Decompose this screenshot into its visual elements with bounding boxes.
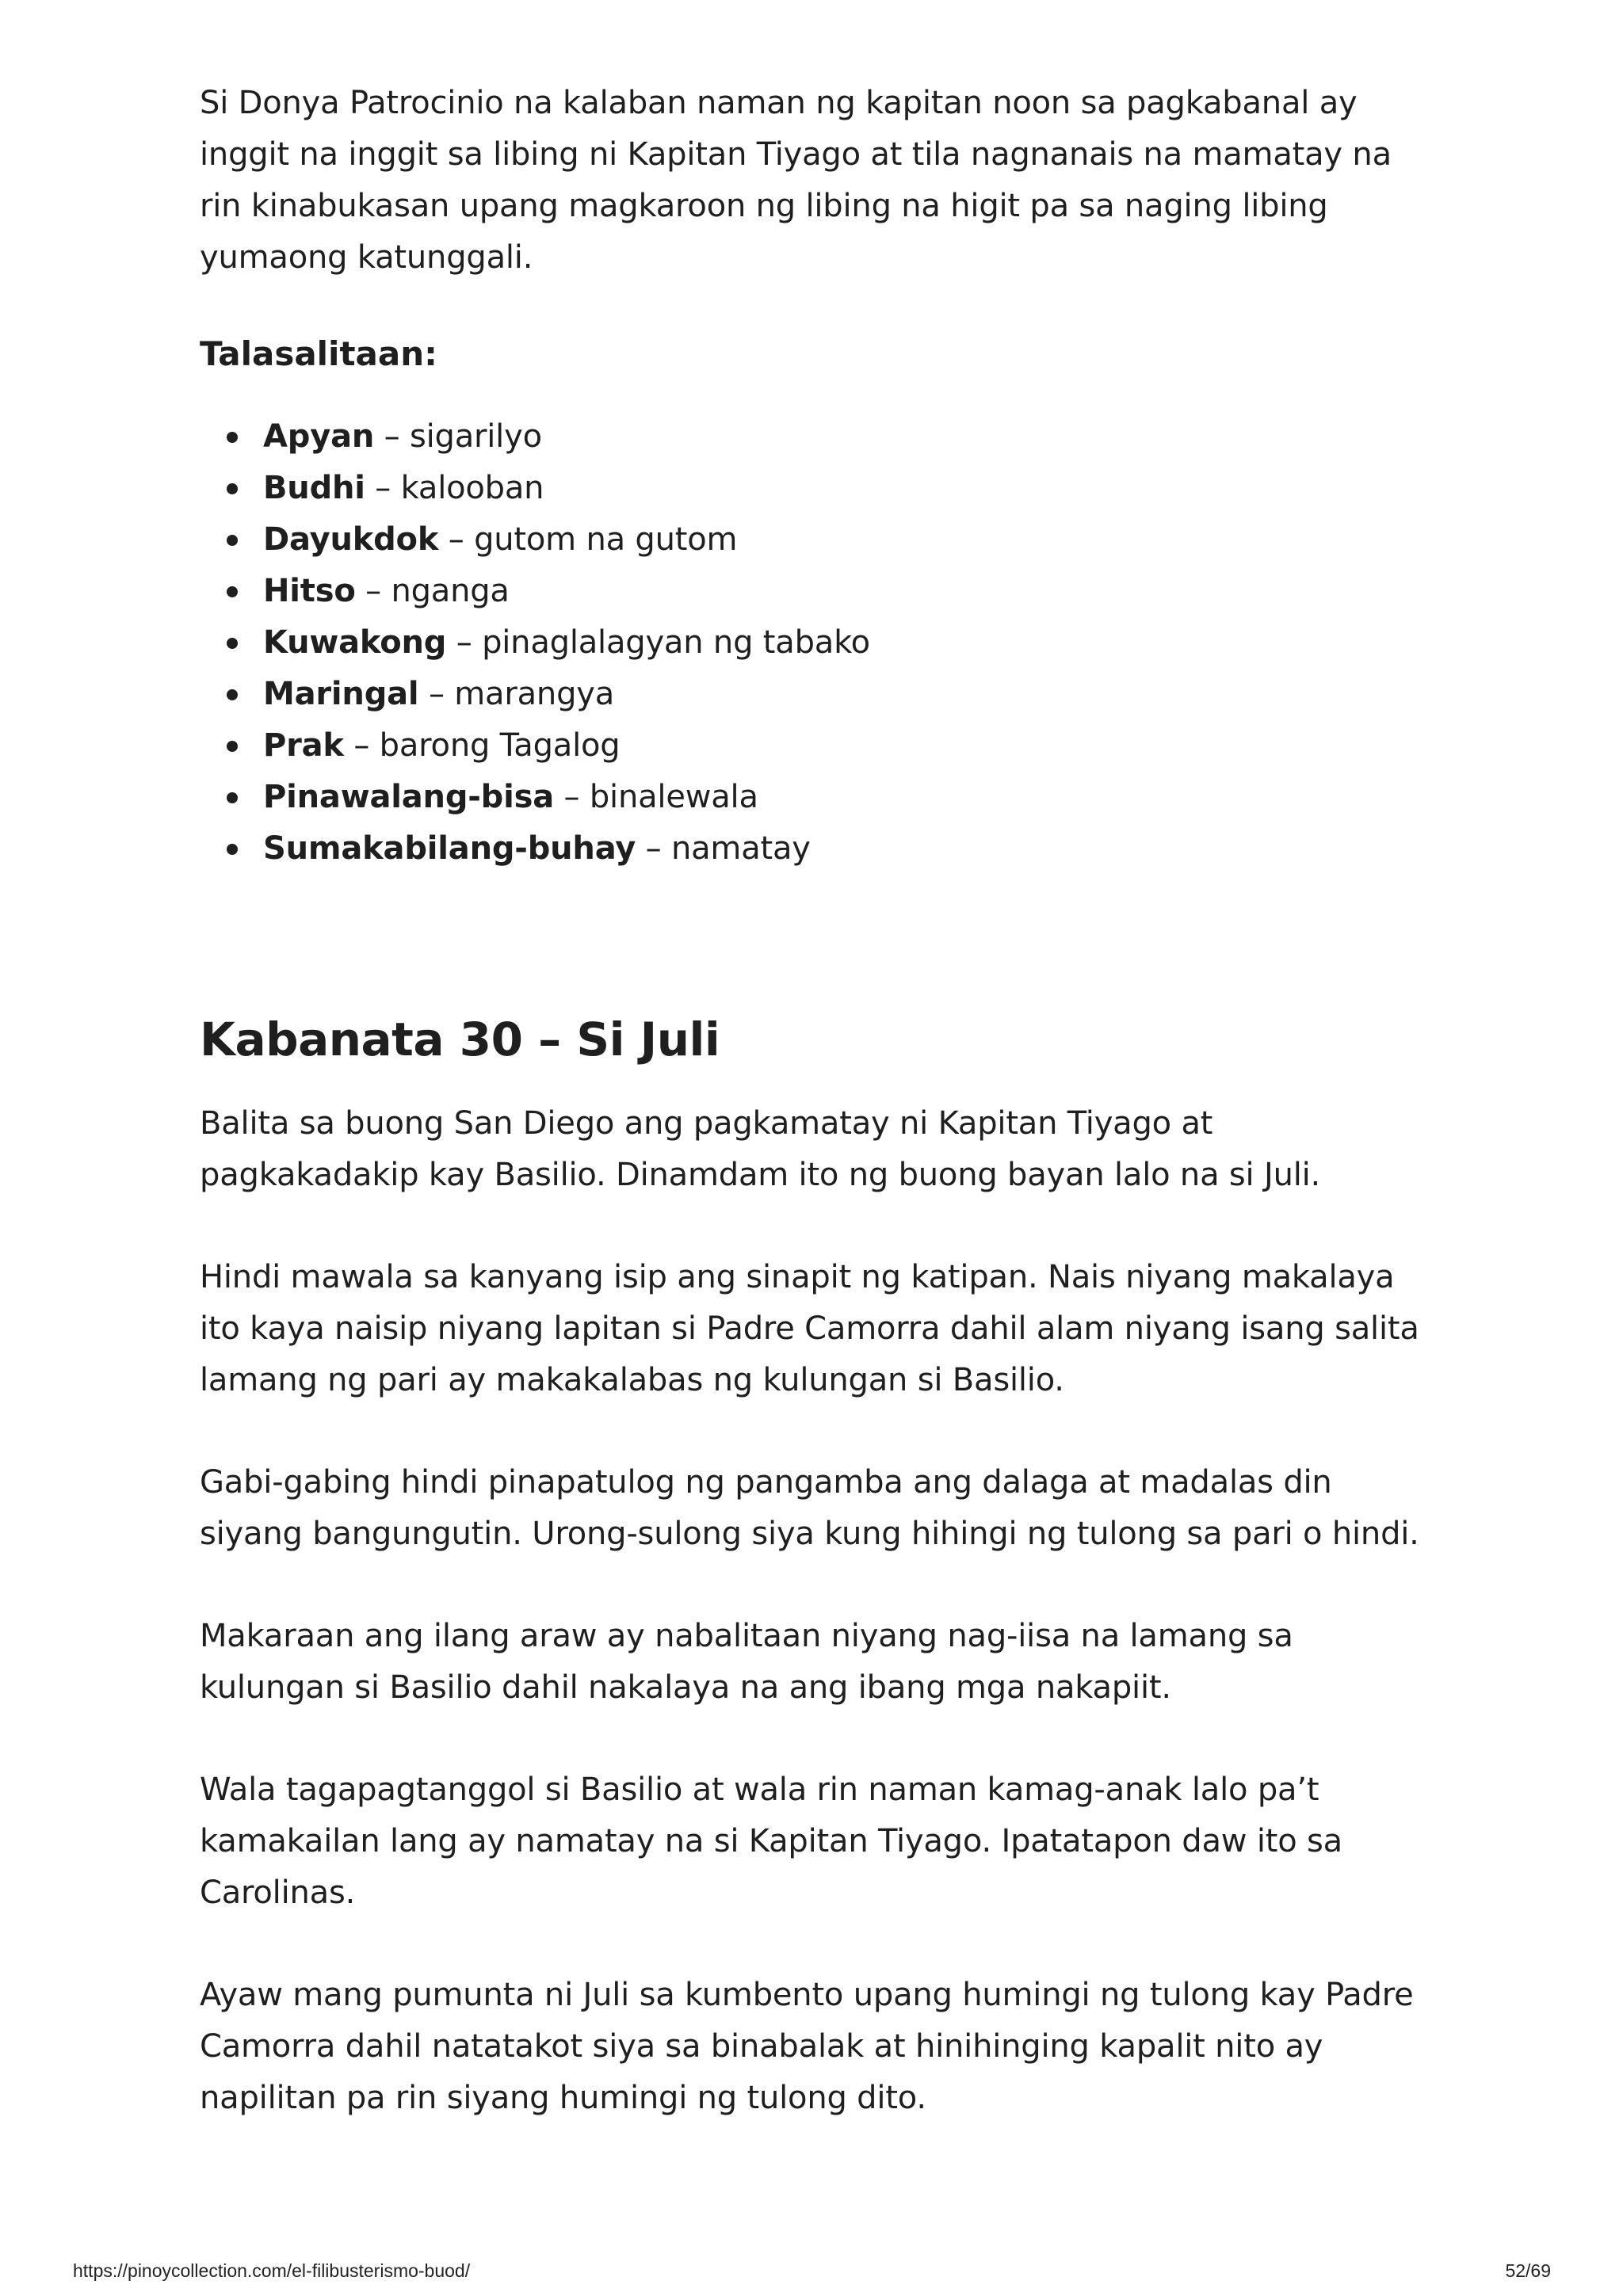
vocabulary-item — [263, 669, 1436, 720]
chapter-paragraph: Wala tagapagtanggol si Basilio at wala rin naman kamag-anak lalo pa’t kamakailan lang ay namatay na si Kapitan Tiyago. Ipatatapon daw ito sa Carolinas. — [200, 1772, 1342, 1911]
vocabulary-term: Hitso — [263, 573, 356, 609]
vocabulary-item — [263, 463, 1436, 514]
vocabulary-item — [263, 411, 1436, 463]
chapter-paragraph: Gabi-gabing hindi pinapatulog ng pangamba ang dalaga at madalas din siyang bangungutin. Urong-sulong siya kung hihingi ng tulong sa pari o hindi. — [200, 1464, 1419, 1552]
vocabulary-definition: – kalooban — [365, 470, 544, 506]
chapter-title: Kabanata 30 – Si Juli — [200, 1013, 720, 1066]
intro-paragraph: Si Donya Patrocinio na kalaban naman ng kapitan noon sa pagkabanal ay inggit na inggit sa libing ni Kapitan Tiyago at tila nagnanais na mamatay na rin kinabukasan upang magkaroon ng libing na higit pa sa naging libing yumaong katunggali. — [200, 85, 1392, 276]
vocabulary-term: Apyan — [263, 418, 375, 455]
vocabulary-term: Budhi — [263, 470, 365, 506]
vocabulary-item — [263, 566, 1436, 617]
vocabulary-term: Kuwakong — [263, 624, 447, 661]
chapter-paragraph: Balita sa buong San Diego ang pagkamatay ni Kapitan Tiyago at pagkakadakip kay Basilio. Dinamdam ito ng buong bayan lalo na si Juli. — [200, 1105, 1321, 1193]
vocabulary-item — [263, 823, 1436, 875]
vocabulary-term: Dayukdok — [263, 521, 439, 558]
vocabulary-definition: – namatay — [636, 830, 811, 867]
chapter-paragraph: Makaraan ang ilang araw ay nabalitaan niyang nag-iisa na lamang sa kulungan si Basilio dahil nakalaya na ang ibang mga nakapiit. — [200, 1618, 1293, 1706]
vocabulary-heading: Talasalitaan: — [200, 334, 437, 373]
vocabulary-term: Pinawalang-bisa — [263, 779, 555, 815]
vocabulary-item — [263, 772, 1436, 823]
vocabulary-definition: – gutom na gutom — [438, 521, 738, 558]
vocabulary-definition: – marangya — [418, 676, 615, 712]
vocabulary-term: Prak — [263, 727, 344, 764]
vocabulary-item — [263, 514, 1436, 566]
vocabulary-definition: – pinaglalagyan ng tabako — [446, 624, 870, 661]
vocabulary-term: Sumakabilang-buhay — [263, 830, 636, 867]
chapter-paragraph: Hindi mawala sa kanyang isip ang sinapit ng katipan. Nais niyang makalaya ito kaya naisip niyang lapitan si Padre Camorra dahil alam niyang isang salita lamang ng pari ay makakalabas ng kulungan si Basilio. — [200, 1259, 1419, 1398]
vocabulary-list — [200, 411, 1436, 875]
vocabulary-term: Maringal — [263, 676, 419, 712]
footer-url: https://pinoycollection.com/el-filibusterismo-buod/ — [73, 2260, 471, 2281]
vocabulary-definition: – barong Tagalog — [343, 727, 621, 764]
vocabulary-definition: – sigarilyo — [374, 418, 542, 455]
vocabulary-item — [263, 720, 1436, 772]
vocabulary-item — [263, 617, 1436, 669]
article-content — [200, 78, 1436, 2124]
vocabulary-definition: – binalewala — [554, 779, 758, 815]
chapter-body — [200, 1098, 1436, 2124]
vocabulary-definition: – nganga — [355, 573, 510, 609]
chapter-paragraph: Ayaw mang pumunta ni Juli sa kumbento upang humingi ng tulong kay Padre Camorra dahil natatakot siya sa binabalak at hinihinging kapalit nito ay napilitan pa rin siyang humingi ng tulong dito. — [200, 1977, 1414, 2116]
footer-page-number: 52/69 — [1505, 2260, 1551, 2281]
